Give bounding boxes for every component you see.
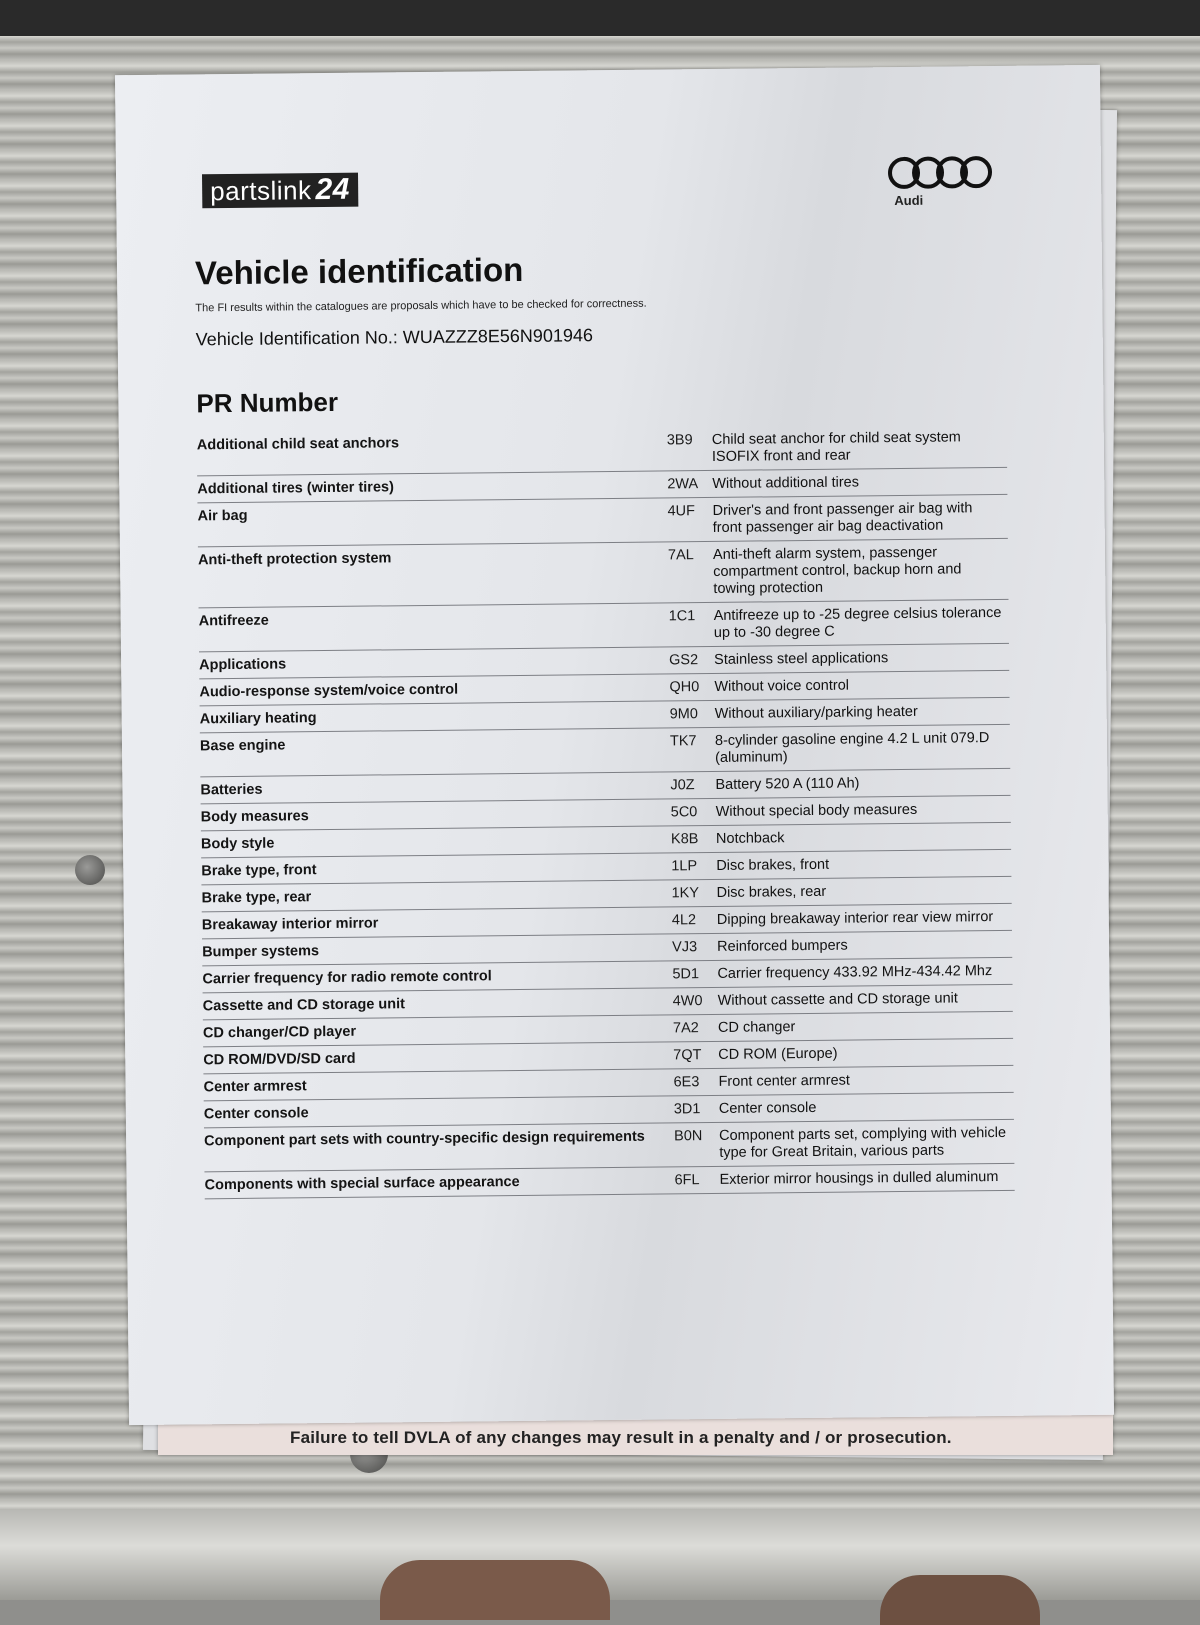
pr-code: 7A2: [672, 1020, 699, 1037]
pr-desc: Component parts set, complying with vehicle type for Great Britain, various parts: [719, 1124, 1007, 1161]
pr-label: Batteries: [200, 781, 263, 799]
pr-desc: Antifreeze up to -25 degree celsius tolerance up to -30 degree C: [713, 604, 1002, 641]
pr-code: B0N: [674, 1128, 703, 1145]
pr-label: Auxiliary heating: [199, 710, 317, 728]
pr-label: Components with special surface appearance: [204, 1174, 520, 1194]
pr-desc: Without additional tires: [712, 474, 860, 492]
pr-label: Brake type, rear: [201, 889, 312, 907]
pr-code: 9M0: [669, 706, 698, 723]
vehicle-identification-sheet: [115, 65, 1114, 1425]
background-dark-area: [0, 0, 1200, 36]
pr-desc: Without cassette and CD storage unit: [717, 990, 958, 1009]
pr-desc: Carrier frequency 433.92 MHz-434.42 Mhz: [717, 963, 993, 982]
back-sheet-text: Failure to tell DVLA of any changes may result in a penalty and / or prosecution.: [290, 1428, 952, 1447]
pr-code: GS2: [669, 652, 699, 669]
pr-desc: Driver's and front passenger air bag with front passenger air bag deactivation: [712, 500, 973, 536]
pr-code: K8B: [670, 831, 699, 848]
pr-label: Bumper systems: [202, 943, 320, 961]
pr-label: Audio-response system/voice control: [199, 681, 459, 701]
pr-label: Brake type, front: [201, 862, 317, 880]
sheet-content: [194, 166, 1034, 1194]
pr-desc: Without voice control: [714, 677, 850, 695]
pr-desc: Dipping breakaway interior rear view mirror: [716, 909, 994, 928]
pr-code: 3D1: [673, 1101, 701, 1118]
pr-code: TK7: [669, 733, 697, 750]
pr-label: Body measures: [200, 808, 309, 826]
logo-number: 24: [315, 172, 351, 207]
pr-label: Base engine: [199, 737, 286, 755]
pr-code: 5C0: [670, 804, 698, 821]
pr-label: Cassette and CD storage unit: [202, 996, 406, 1015]
pr-code: 1KY: [671, 885, 700, 902]
pr-desc: Without special body measures: [715, 801, 918, 820]
pr-desc: CD changer: [717, 1019, 796, 1036]
page-title: Vehicle identification: [194, 250, 524, 292]
pr-desc: Without auxiliary/parking heater: [714, 703, 918, 722]
pr-label: CD changer/CD player: [202, 1023, 357, 1042]
pr-desc: Front center armrest: [718, 1072, 850, 1090]
pr-label: Applications: [199, 656, 287, 674]
pr-desc: Battery 520 A (110 Ah): [715, 775, 860, 793]
knee: [880, 1575, 1040, 1625]
pr-desc: 8-cylinder gasoline engine 4.2 L unit 079.D (aluminum): [714, 730, 990, 766]
pr-label: Anti-theft protection system: [197, 550, 392, 569]
pr-label: Air bag: [197, 507, 248, 525]
pr-code: 6FL: [674, 1172, 700, 1189]
pr-code: 1LP: [671, 858, 698, 875]
hole-icon: [75, 855, 105, 885]
pr-number-heading: PR Number: [196, 386, 339, 419]
vin-label: Vehicle Identification No.:: [195, 327, 398, 350]
pr-desc: Disc brakes, front: [716, 856, 830, 874]
pr-code: J0Z: [670, 777, 695, 794]
pr-desc: CD ROM (Europe): [718, 1045, 838, 1063]
pr-desc: Stainless steel applications: [714, 650, 889, 668]
pr-label: Additional tires (winter tires): [197, 479, 394, 498]
partslink-logo: [202, 173, 358, 209]
logo-text: partslink: [210, 174, 312, 206]
pr-code: 7QT: [673, 1047, 702, 1064]
pr-code: VJ3: [672, 939, 698, 956]
pr-label: Center armrest: [203, 1078, 307, 1096]
pr-code: 4UF: [667, 503, 696, 520]
vin-line: [196, 325, 593, 350]
pr-code: 2WA: [667, 476, 699, 493]
pr-code: 1C1: [668, 608, 696, 625]
pr-code: QH0: [669, 679, 700, 696]
audi-label: Audi: [894, 192, 924, 209]
audi-rings-icon: [884, 152, 994, 193]
pr-desc: Notchback: [715, 830, 785, 847]
pr-table: [197, 424, 1015, 1199]
pr-label: Additional child seat anchors: [196, 435, 400, 454]
pr-label: Breakaway interior mirror: [201, 915, 379, 934]
table-row: [198, 539, 1009, 608]
pr-code: 4W0: [672, 993, 703, 1010]
pr-desc: Exterior mirror housings in dulled aluminum: [719, 1169, 999, 1188]
vin-value: WUAZZZ8E56N901946: [402, 325, 594, 348]
pr-desc: Reinforced bumpers: [717, 937, 848, 955]
pr-desc: Disc brakes, rear: [716, 883, 827, 901]
knee: [380, 1560, 610, 1620]
pr-code: 5D1: [672, 966, 700, 983]
disclaimer: The FI results within the catalogues are proposals which have to be checked for correctness.: [195, 297, 647, 315]
pr-desc: Center console: [718, 1099, 817, 1117]
pr-code: 4L2: [671, 912, 697, 929]
pr-code: 7AL: [667, 547, 694, 564]
pr-desc: Child seat anchor for child seat system ISOFIX front and rear: [711, 429, 961, 465]
pr-code: 6E3: [673, 1074, 700, 1091]
pr-label: Component part sets with country-specific design requirements: [204, 1128, 645, 1150]
pr-desc: Anti-theft alarm system, passenger compartment control, backup horn and towing protection: [712, 544, 962, 597]
pr-label: Antifreeze: [198, 612, 269, 630]
pr-label: CD ROM/DVD/SD card: [203, 1050, 356, 1069]
pr-label: Center console: [203, 1105, 309, 1123]
pr-label: Carrier frequency for radio remote control: [202, 968, 492, 988]
pr-code: 3B9: [666, 432, 693, 449]
pr-label: Body style: [200, 835, 275, 853]
